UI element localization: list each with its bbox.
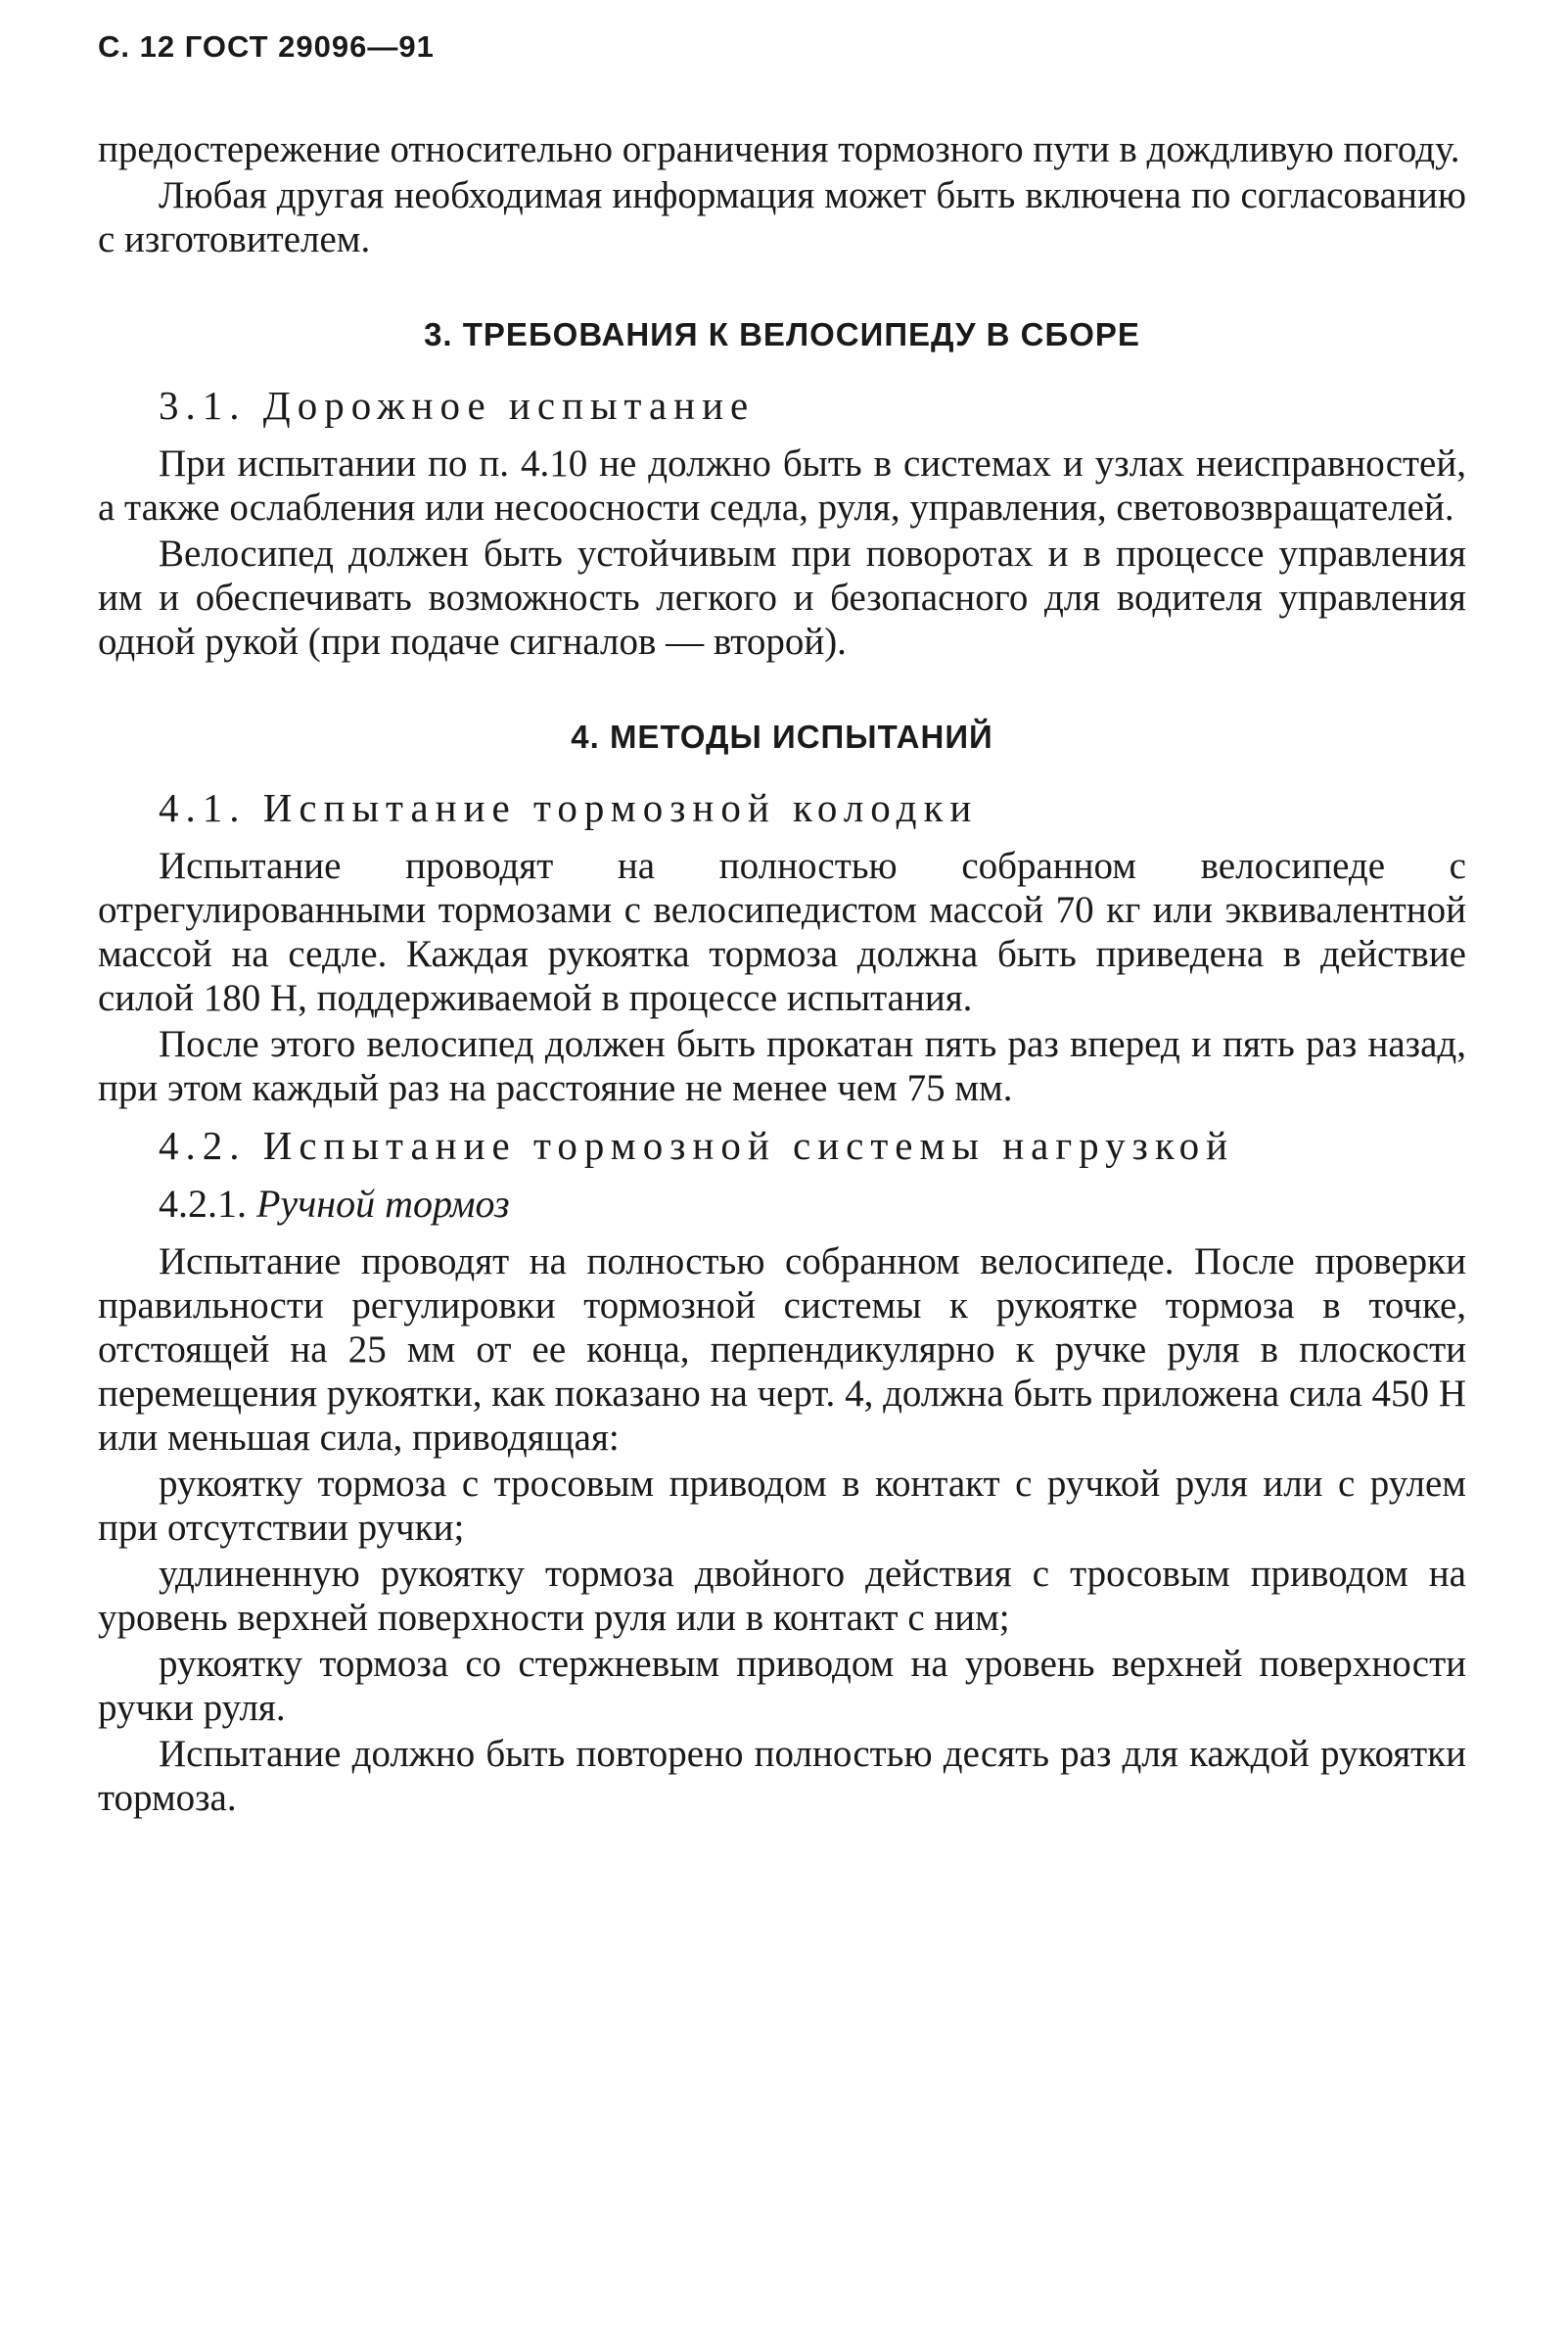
list-item-cable-lever: рукоятку тормоза с тросовым приводом в контакт с ручкой руля или с рулем при отсутствии ручки; — [98, 1463, 1466, 1549]
subsection-4-1-heading: 4.1. Испытание тормозной колодки — [159, 785, 979, 830]
paragraph-4-1-a: Испытание проводят на полностью собранном велосипеде с отрегулированными тормозами с велосипедистом массой 70 кг или эквивалентной массой на седле. Каждая рукоятка тормоза должна быть приведена в действие силой 180 Н, поддерживаемой в процессе испытания. — [98, 845, 1466, 1019]
list-item-rod-lever: рукоятку тормоза со стержневым приводом на уровень верхней поверхности ручки руля. — [98, 1643, 1466, 1729]
paragraph-4-2-1-b: Испытание должно быть повторено полностью десять раз для каждой рукоятки тормоза. — [98, 1733, 1466, 1819]
paragraph-intro-other-info: Любая другая необходимая информация может быть включена по согласованию с изготовителем. — [98, 174, 1466, 260]
running-head: С. 12 ГОСТ 29096—91 — [98, 29, 435, 64]
list-item-extended-lever: удлиненную рукоятку тормоза двойного действия с тросовым приводом на уровень верхней поверхности руля или в контакт с ним; — [98, 1553, 1466, 1639]
subsection-3-1-heading: 3.1. Дорожное испытание — [159, 383, 756, 428]
paragraph-3-1-a: При испытании по п. 4.10 не должно быть в системах и узлах неисправностей, а также ослабления или несоосности седла, руля, управления, световозвращателей. — [98, 442, 1466, 529]
section-3-title: 3. ТРЕБОВАНИЯ К ВЕЛОСИПЕДУ В СБОРЕ — [424, 316, 1140, 352]
paragraph-3-1-b: Велосипед должен быть устойчивым при поворотах и в процессе управления им и обеспечивать возможность легкого и безопасного для водителя управления одной рукой (при подаче сигналов — второй). — [98, 533, 1466, 663]
subsection-4-2-heading: 4.2. Испытание тормозной системы нагрузкой — [159, 1123, 1235, 1168]
subsection-4-2-1-number: 4.2.1. — [159, 1182, 247, 1226]
paragraph-4-2-1-a: Испытание проводят на полностью собранном велосипеде. После проверки правильности регулировки тормозной системы к рукоятке тормоза в точке, отстоящей на 25 мм от ее конца, перпендикулярно к ручке руля в плоскости перемещения рукоятки, как показано на черт. 4, должна быть приложена сила 450 Н или меньшая сила, приводящая: — [98, 1240, 1466, 1459]
subsection-4-2-1-heading — [159, 1182, 1466, 1226]
paragraph-intro-continuation: предостережение относительно ограничения тормозного пути в дождливую погоду. — [98, 128, 1460, 170]
document-body — [98, 127, 1466, 1822]
section-4-title: 4. МЕТОДЫ ИСПЫТАНИЙ — [571, 719, 993, 755]
paragraph-4-1-b: После этого велосипед должен быть прокатан пять раз вперед и пять раз назад, при этом каждый раз на расстояние не менее чем 75 мм. — [98, 1023, 1466, 1109]
subsection-4-2-1-title: Ручной тормоз — [256, 1182, 510, 1226]
